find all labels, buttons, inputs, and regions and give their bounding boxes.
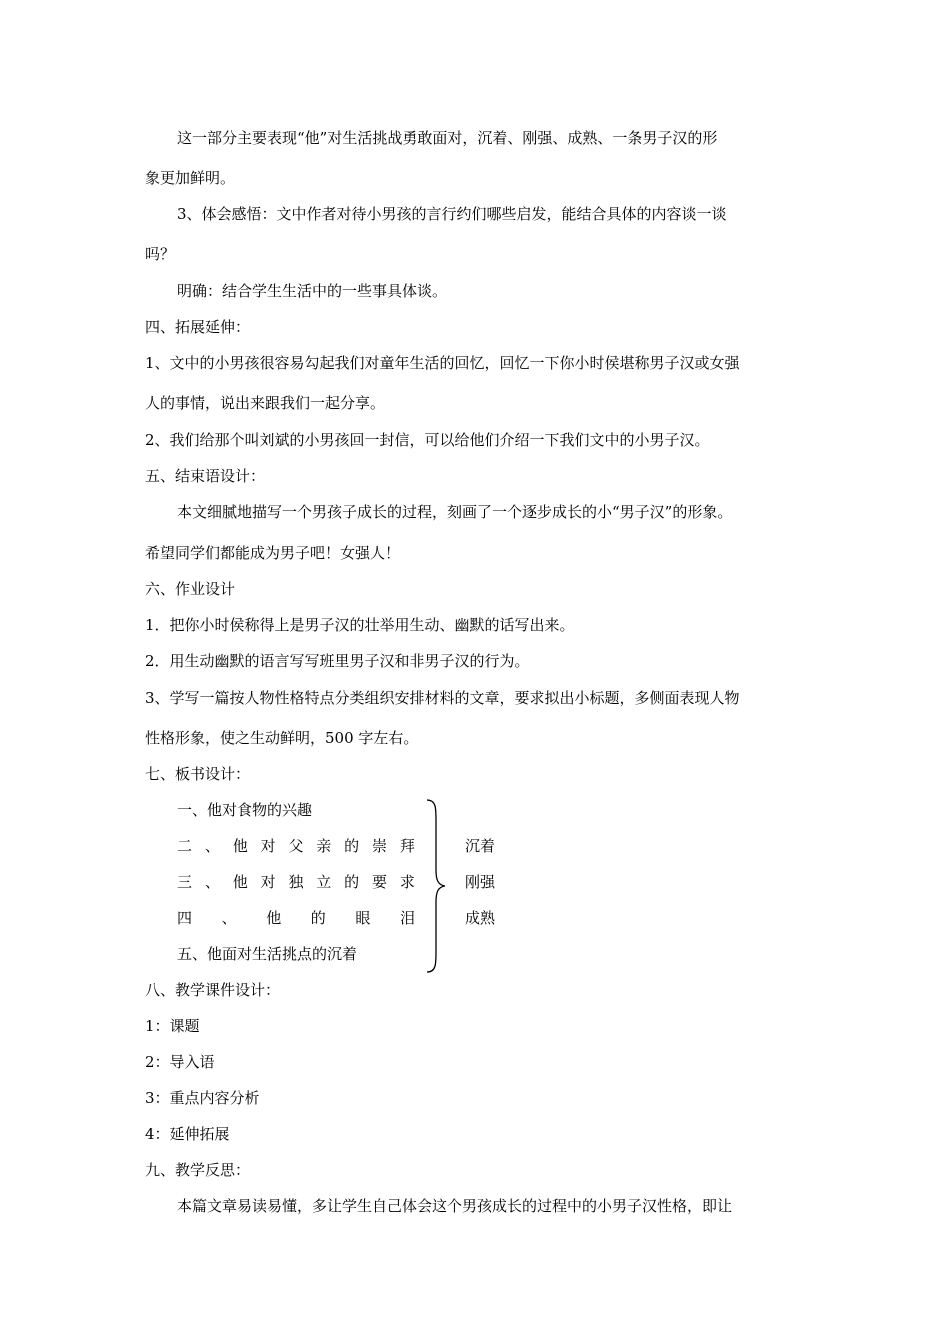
board-char: 父 bbox=[288, 837, 304, 855]
board-item: 一、他对食物的兴趣 bbox=[177, 801, 313, 819]
board-char: 四 bbox=[177, 909, 193, 927]
list-item: 2：导入语 bbox=[145, 1053, 215, 1071]
board-char: 对 bbox=[260, 873, 276, 891]
section-heading: 四、拓展延伸： bbox=[145, 318, 251, 336]
board-char: 对 bbox=[260, 837, 276, 855]
paragraph: 这一部分主要表现“他”对生活挑战勇敢面对，沉着、刚强、成熟、一条男子汉的形 bbox=[177, 129, 718, 147]
paragraph: 吗？ bbox=[145, 245, 176, 263]
trait-label: 成熟 bbox=[465, 909, 496, 927]
paragraph: 3、体会感悟：文中作者对待小男孩的言行约们哪些启发，能结合具体的内容谈一谈 bbox=[177, 205, 727, 223]
trait-label: 刚强 bbox=[465, 873, 496, 891]
board-char: 的 bbox=[310, 909, 326, 927]
paragraph: 2、我们给那个叫刘斌的小男孩回一封信，可以给他们介绍一下我们文中的小男子汉。 bbox=[145, 431, 710, 449]
board-char: 要 bbox=[372, 873, 388, 891]
paragraph: 人的事情，说出来跟我们一起分享。 bbox=[145, 394, 386, 412]
board-char: 的 bbox=[344, 873, 360, 891]
board-char: 他 bbox=[232, 837, 248, 855]
list-item: 1：课题 bbox=[145, 1017, 200, 1035]
board-item bbox=[177, 872, 415, 892]
board-char: 独 bbox=[288, 873, 304, 891]
board-item bbox=[177, 908, 415, 928]
board-char: 眼 bbox=[355, 909, 371, 927]
paragraph: 3、学写一篇按人物性格特点分类组织安排材料的文章，要求拟出小标题，多侧面表现人物 bbox=[145, 689, 740, 707]
board-char: 的 bbox=[344, 837, 360, 855]
board-char: 、 bbox=[204, 873, 220, 891]
board-char: 求 bbox=[399, 873, 415, 891]
section-heading: 五、结束语设计： bbox=[145, 467, 266, 485]
board-char: 崇 bbox=[372, 837, 388, 855]
section-heading: 八、教学课件设计： bbox=[145, 981, 281, 999]
paragraph: 本文细腻地描写一个男孩子成长的过程，刻画了一个逐步成长的小“男子汉”的形象。 bbox=[177, 503, 733, 521]
list-item: 3：重点内容分析 bbox=[145, 1089, 260, 1107]
board-item bbox=[177, 836, 415, 856]
paragraph: 明确：结合学生生活中的一些事具体谈。 bbox=[177, 282, 448, 300]
board-char: 、 bbox=[204, 837, 220, 855]
curly-brace-icon bbox=[425, 798, 447, 974]
paragraph: 1、文中的小男孩很容易勾起我们对童年生活的回忆，回忆一下你小时侯堪称男子汉或女强 bbox=[145, 354, 740, 372]
board-char: 、 bbox=[221, 909, 237, 927]
paragraph: 性格形象，使之生动鲜明，500 字左右。 bbox=[145, 729, 419, 747]
paragraph: 2．用生动幽默的语言写写班里男子汉和非男子汉的行为。 bbox=[145, 652, 530, 670]
section-heading: 六、作业设计 bbox=[145, 580, 236, 598]
section-heading: 九、教学反思： bbox=[145, 1161, 251, 1179]
board-char: 他 bbox=[232, 873, 248, 891]
paragraph: 象更加鲜明。 bbox=[145, 169, 236, 187]
board-char: 立 bbox=[316, 873, 332, 891]
board-char: 泪 bbox=[399, 909, 415, 927]
board-char: 他 bbox=[266, 909, 282, 927]
board-char: 二 bbox=[177, 837, 193, 855]
paragraph: 本篇文章易读易懂，多让学生自己体会这个男孩成长的过程中的小男子汉性格，即让 bbox=[177, 1197, 733, 1215]
board-char: 拜 bbox=[399, 837, 415, 855]
trait-label: 沉着 bbox=[465, 837, 496, 855]
board-item: 五、他面对生活挑点的沉着 bbox=[177, 945, 358, 963]
section-heading: 七、板书设计： bbox=[145, 765, 251, 783]
board-char: 三 bbox=[177, 873, 193, 891]
list-item: 4：延伸拓展 bbox=[145, 1125, 230, 1143]
paragraph: 1．把你小时侯称得上是男子汉的壮举用生动、幽默的话写出来。 bbox=[145, 616, 575, 634]
paragraph: 希望同学们都能成为男子吧！女强人！ bbox=[145, 544, 401, 562]
board-char: 亲 bbox=[316, 837, 332, 855]
